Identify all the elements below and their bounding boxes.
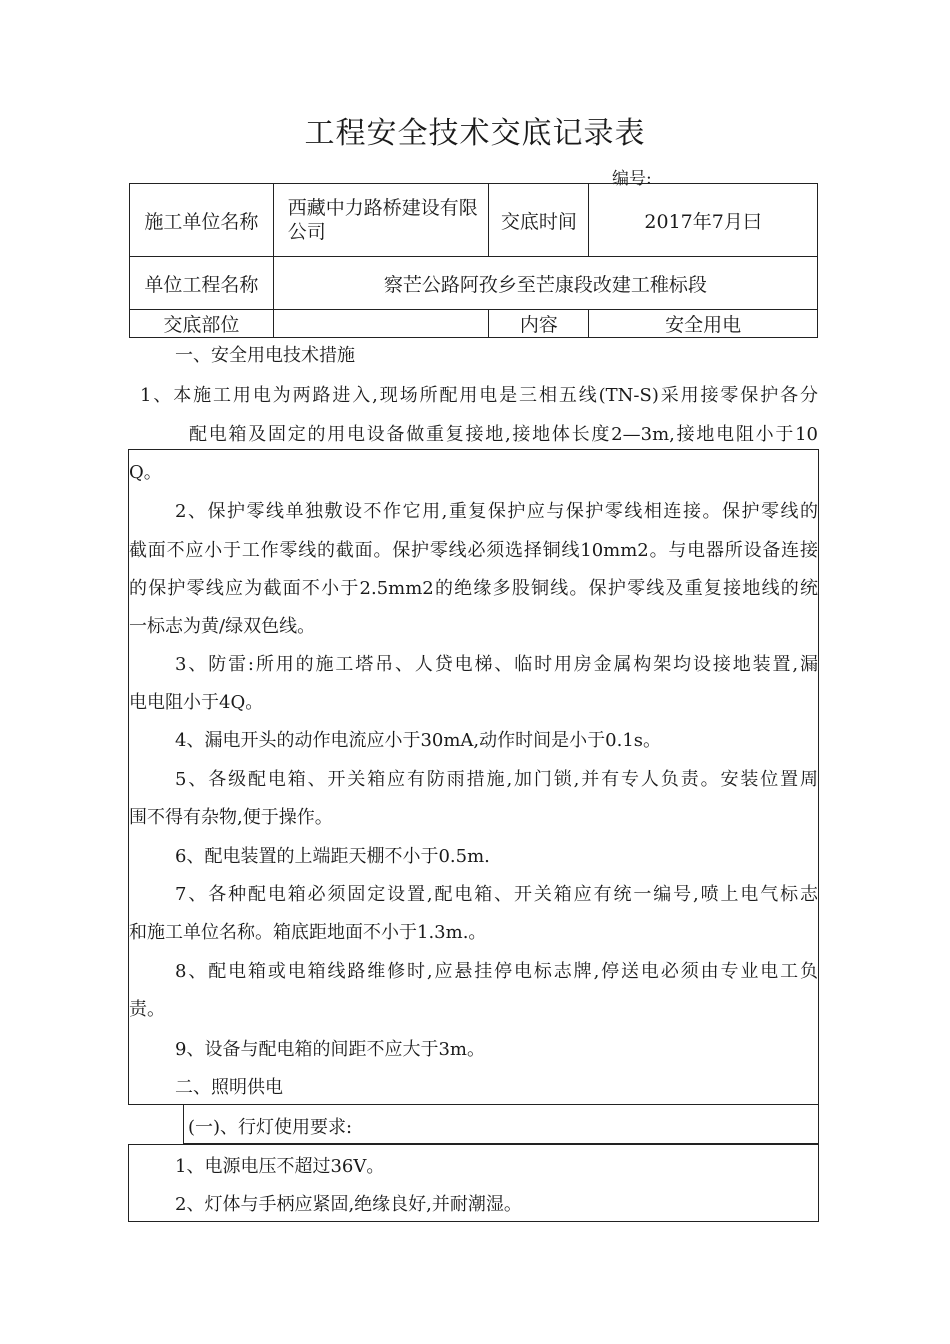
item5-line2: 围不得有杂物,便于操作。 (129, 807, 333, 828)
item1-line1: 1、本施工用电为两路进入,现场所配用电是三相五线(TN-S)采用接零保护各分 (140, 385, 818, 406)
content-label: 内容 (489, 310, 589, 338)
subsection-heading: (一)、行灯使用要求: (188, 1117, 353, 1138)
item7-line1: 7、各种配电箱必须固定设置,配电箱、开关箱应有统一编号,喷上电气标志 (175, 884, 818, 905)
section2-heading: 二、照明供电 (175, 1077, 283, 1098)
item2-line4: 一标志为黄/绿双色线。 (129, 616, 316, 637)
time-label: 交底时间 (489, 184, 589, 257)
item9-line1: 9、设备与配电箱的间距不应大于3m。 (175, 1039, 485, 1060)
part-label: 交底部位 (130, 310, 274, 338)
item6-line1: 6、配电装置的上端距天棚不小于0.5m. (175, 846, 490, 867)
part-value (273, 310, 489, 338)
lamp1-line1: 1、电源电压不超过36V。 (175, 1156, 385, 1177)
item2-line2: 截面不应小于工作零线的截面。保护零线必须选择铜线10mm2。与电器所设备连接 (129, 540, 818, 561)
unit-value: 西藏中力路桥建设有限公司 (273, 184, 489, 257)
item3-line1: 3、防雷:所用的施工塔吊、人贷电梯、临时用房金属构架均设接地装置,漏 (175, 654, 818, 675)
item7-line2: 和施工单位名称。箱底距地面不小于1.3m.。 (129, 922, 487, 943)
header-table (129, 183, 818, 338)
item8-line2: 责。 (129, 999, 165, 1020)
item4-line1: 4、漏电开头的动作电流应小于30mA,动作时间是小于0.1s。 (175, 730, 662, 751)
doc-number-label: 编号: (612, 169, 652, 189)
item3-line2: 电电阻小于4Q。 (129, 692, 264, 713)
time-value: 2017年7月曰 (589, 184, 818, 257)
project-value: 察芒公路阿孜乡至芒康段改建工稚标段 (273, 257, 817, 310)
content-value: 安全用电 (589, 310, 818, 338)
item1-line2: 配电箱及固定的用电设备做重复接地,接地体长度2—3m,接地电阻小于10 (189, 424, 818, 445)
page-title: 工程安全技术交底记录表 (304, 116, 646, 151)
item1-line3: Q。 (129, 462, 162, 483)
item5-line1: 5、各级配电箱、开关箱应有防雨措施,加门锁,并有专人负责。安装位置周 (175, 769, 818, 790)
unit-label: 施工单位名称 (130, 184, 274, 257)
item2-line3: 的保护零线应为截面不小于2.5mm2的绝缘多股铜线。保护零线及重复接地线的统 (129, 578, 818, 599)
section1-heading: 一、安全用电技术措施 (175, 345, 355, 366)
item8-line1: 8、配电箱或电箱线路维修时,应悬挂停电标志牌,停送电必须由专业电工负 (175, 961, 818, 982)
project-label: 单位工程名称 (130, 257, 274, 310)
item2-line1: 2、保护零线单独敷设不作它用,重复保护应与保护零线相连接。保护零线的 (175, 501, 818, 522)
lamp2-line1: 2、灯体与手柄应紧固,绝缘良好,并耐潮湿。 (175, 1194, 522, 1215)
